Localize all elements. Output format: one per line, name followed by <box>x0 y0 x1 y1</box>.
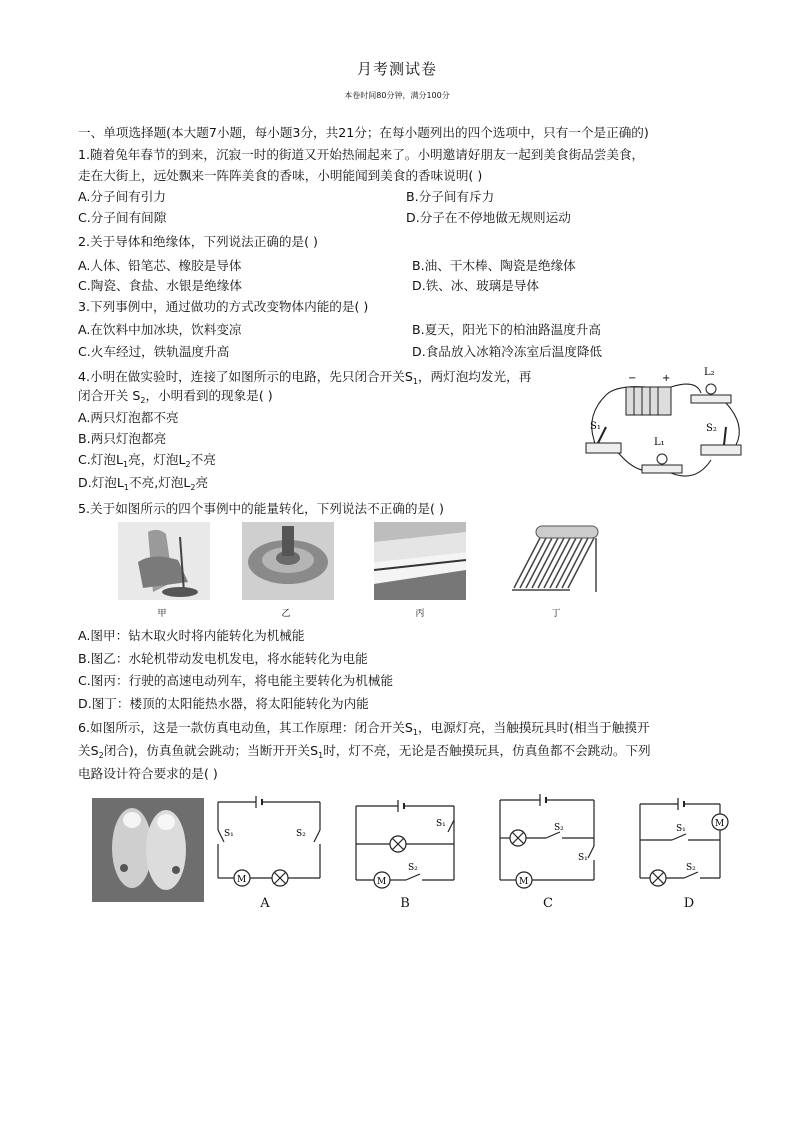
q5-caption-yi: 乙 <box>281 609 291 619</box>
q6-circuit-b <box>350 796 465 896</box>
q5-caption-jia: 甲 <box>157 609 167 619</box>
q1-stem-line1: 1.随着兔年春节的到来，沉寂一时的街道又开始热闹起来了。小明邀请好朋友一起到美食街品尝美食， <box>78 147 645 162</box>
q2-option-d: D.铁、冰、玻璃是导体 <box>412 278 540 293</box>
q3-stem: 3.下列事例中，通过做功的方式改变物体内能的是( ) <box>78 299 369 314</box>
q4-stem-line1: 4.小明在做实验时，连接了如图所示的电路，先只闭合开关$S_1$，两灯泡均发光，再 <box>78 369 532 386</box>
q4-option-b: B.两只灯泡都亮 <box>78 431 167 446</box>
q4-option-d: D.灯泡$L_1$不亮,灯泡$L_2$亮 <box>78 475 209 492</box>
q1-option-a: A.分子间有引力 <box>78 189 166 204</box>
q4-circuit-figure <box>576 365 756 495</box>
q4-option-c: C.灯泡$L_1$亮，灯泡$L_2$不亮 <box>78 452 216 469</box>
q5-option-c: C.图丙：行驶的高速电动列车，将电能主要转化为机械能 <box>78 673 394 688</box>
switch-s1-label: S₁ <box>590 421 601 432</box>
q1-option-b: B.分子间有斥力 <box>406 189 495 204</box>
q5-option-b: B.图乙：水轮机带动发电机发电，将水能转化为电能 <box>78 651 368 666</box>
q2-option-c: C.陶瓷、食盐、水银是绝缘体 <box>78 278 242 293</box>
q1-option-d: D.分子在不停地做无规则运动 <box>406 210 571 225</box>
switch-s2-label: S₂ <box>296 829 306 839</box>
q5-image-train <box>374 522 466 600</box>
q2-option-b: B.油、干木棒、陶瓷是绝缘体 <box>412 258 576 273</box>
q4-stem-line2: 闭合开关 $S_2$，小明看到的现象是( ) <box>78 388 273 405</box>
q3-option-b: B.夏天，阳光下的柏油路温度升高 <box>412 322 601 337</box>
q6-circuit-d <box>634 796 746 896</box>
switch-s2-label: S₂ <box>686 863 696 873</box>
q6-fish-photo <box>92 798 204 902</box>
q2-stem: 2.关于导体和绝缘体，下列说法正确的是( ) <box>78 234 318 249</box>
q5-image-drill-fire <box>118 522 210 600</box>
motor-icon: M <box>715 819 725 829</box>
switch-s1-label: S₁ <box>436 819 446 829</box>
q5-caption-ding: 丁 <box>551 609 561 619</box>
switch-s1-label: S₁ <box>578 853 588 863</box>
battery-icon <box>626 387 671 415</box>
section-heading: 一、单项选择题(本大题7小题，每小题3分，共21分；在每小题列出的四个选项中，只有一个是正确的) <box>78 125 649 140</box>
lamp-l1-icon <box>642 454 682 473</box>
switch-s2-label: S₂ <box>408 863 418 873</box>
battery-plus-label: + <box>662 373 671 384</box>
switch-s2-label: S₂ <box>706 423 717 434</box>
q5-option-d: D.图丁：楼顶的太阳能热水器，将太阳能转化为内能 <box>78 696 369 711</box>
motor-icon: M <box>377 877 387 887</box>
q6-stem-line2: 关$S_2$闭合)，仿真鱼就会跳动；当断开开关$S_1$时，灯不亮，无论是否触摸玩具，仿真鱼都不会跳动。下列 <box>78 743 651 760</box>
motor-icon: M <box>237 875 247 885</box>
page-title: 月考测试卷 <box>356 60 437 78</box>
q6-stem-line1: 6.如图所示，这是一款仿真电动鱼，其工作原理：闭合开关$S_1$，电源灯亮，当触摸玩具时(相当于触摸开 <box>78 720 650 737</box>
q6-label-a: A <box>260 896 270 911</box>
q5-option-a: A.图甲：钻木取火时将内能转化为机械能 <box>78 628 305 643</box>
page-subtitle: 本卷时间80分钟，满分100分 <box>344 91 450 100</box>
q1-option-c: C.分子间有间隙 <box>78 210 167 225</box>
q1-stem-line2: 走在大街上，远处飘来一阵阵美食的香味，小明能闻到美食的香味说明( ) <box>78 168 483 183</box>
battery-minus-label: − <box>628 373 637 384</box>
q2-option-a: A.人体、铅笔芯、橡胶是导体 <box>78 258 242 273</box>
lamp-l2-label: L₂ <box>704 367 715 378</box>
switch-s1-label: S₁ <box>224 829 234 839</box>
switch-s2-label: S₂ <box>554 823 564 833</box>
q6-label-c: C <box>543 896 553 911</box>
q3-option-a: A.在饮料中加冰块，饮料变凉 <box>78 322 242 337</box>
q5-image-turbine <box>242 522 334 600</box>
q6-stem-line3: 电路设计符合要求的是( ) <box>78 766 218 781</box>
q3-option-c: C.火车经过，铁轨温度升高 <box>78 344 230 359</box>
motor-icon: M <box>519 877 529 887</box>
q6-label-b: B <box>400 896 410 911</box>
switch-s1-label: S₁ <box>676 824 686 834</box>
lamp-l1-label: L₁ <box>654 437 665 448</box>
q5-stem: 5.关于如图所示的四个事例中的能量转化，下列说法不正确的是( ) <box>78 501 444 516</box>
q5-caption-bing: 丙 <box>415 609 425 619</box>
q6-label-d: D <box>683 896 695 911</box>
q4-option-a: A.两只灯泡都不亮 <box>78 410 179 425</box>
q3-option-d: D.食品放入冰箱冷冻室后温度降低 <box>412 344 603 359</box>
q6-circuit-c <box>494 790 606 894</box>
q6-circuit-a <box>210 790 335 894</box>
q5-image-solar-heater <box>508 522 604 600</box>
